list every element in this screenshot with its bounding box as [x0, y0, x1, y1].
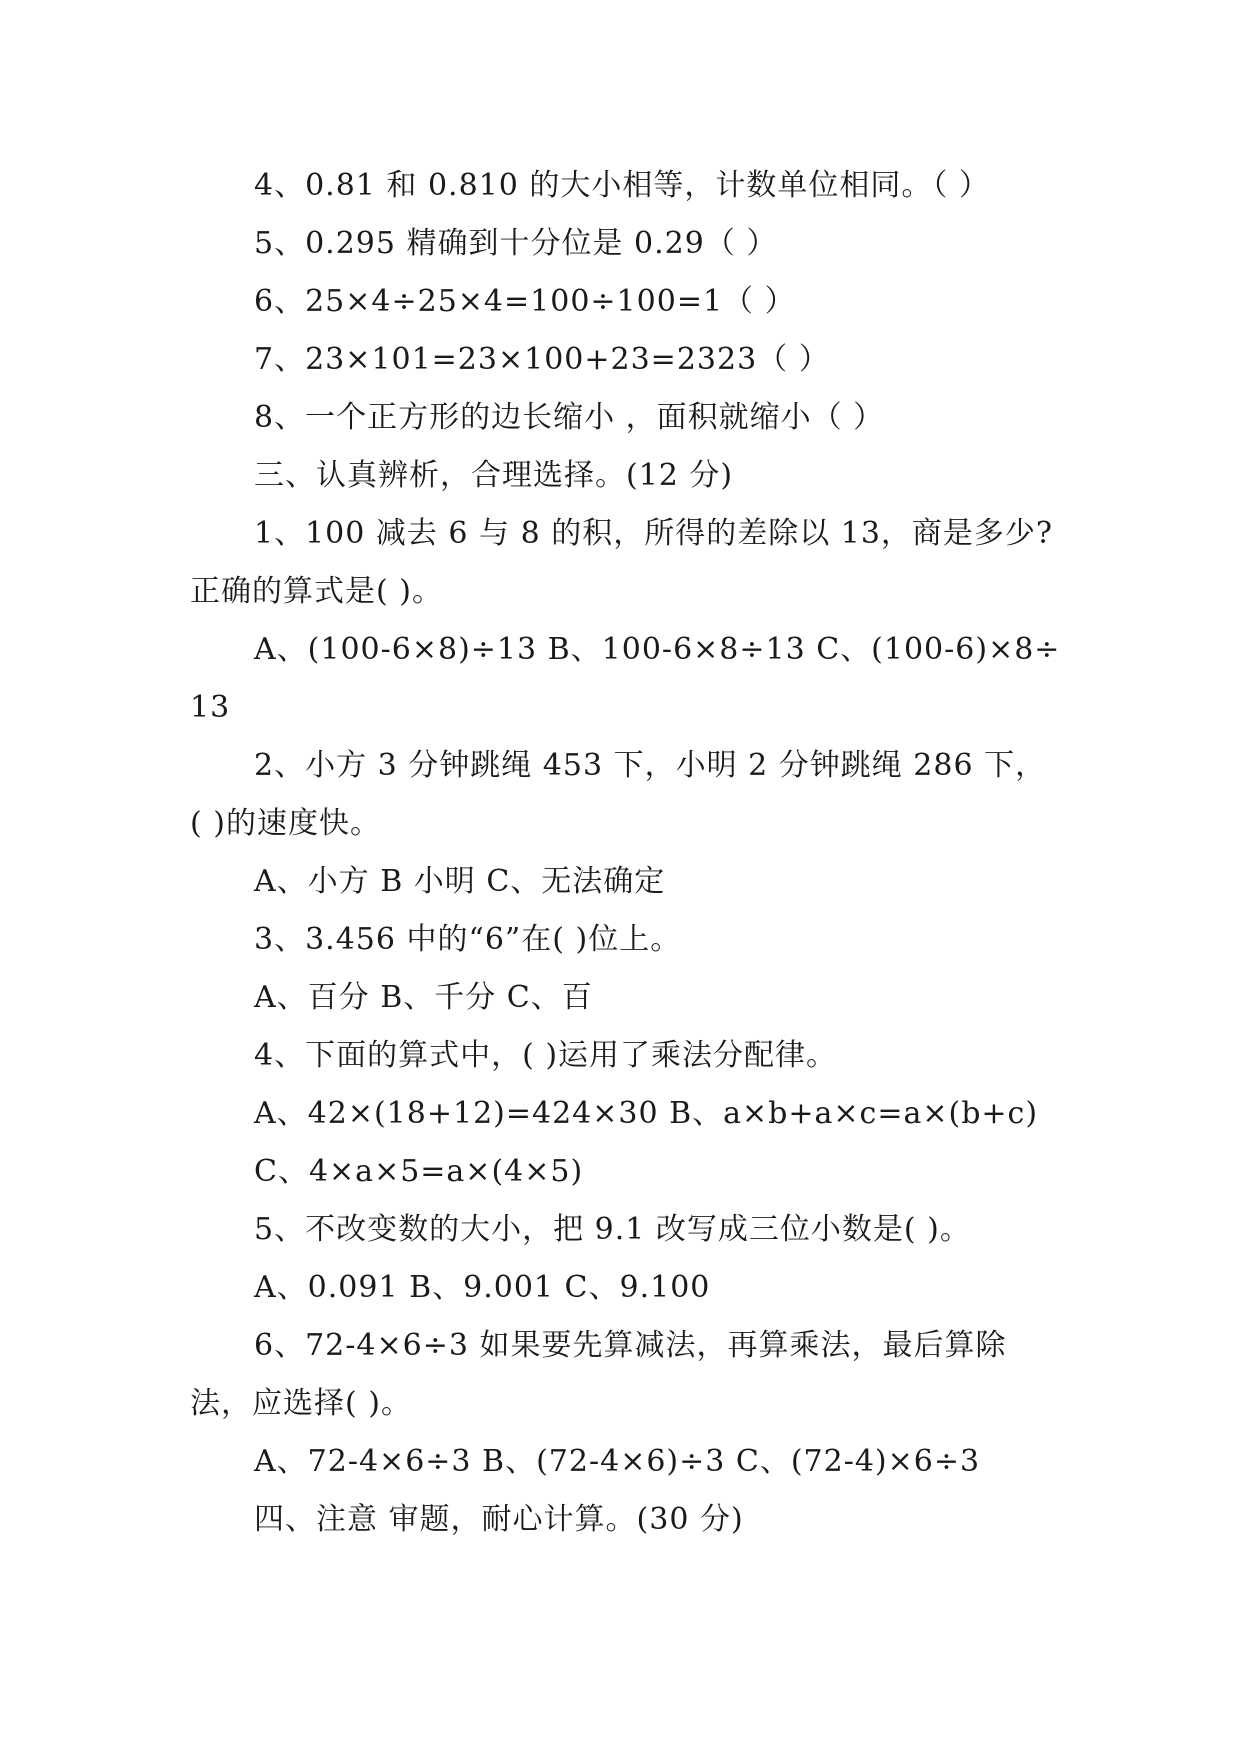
choice-options-1-cont: 13: [190, 690, 231, 725]
choice-options-6: A、72-4×6÷3 B、(72-4×6)÷3 C、(72-4)×6÷3: [254, 1444, 981, 1479]
choice-question-2: 2、小方 3 分钟跳绳 453 下，小明 2 分钟跳绳 286 下，: [254, 748, 1047, 783]
judgment-item-8: 8、一个正方形的边长缩小 ，面积就缩小（ ）: [254, 400, 885, 435]
choice-question-6-cont: 法，应选择( )。: [190, 1386, 412, 1421]
choice-options-3: A、百分 B、千分 C、百: [254, 980, 593, 1015]
judgment-item-4: 4、0.81 和 0.810 的大小相等，计数单位相同。（ ）: [254, 168, 990, 203]
choice-question-1: 1、100 减去 6 与 8 的积，所得的差除以 13，商是多少?: [254, 516, 1053, 551]
choice-options-5: A、0.091 B、9.001 C、9.100: [254, 1270, 711, 1305]
section-heading-3: 三、认真辨析，合理选择。(12 分): [254, 458, 734, 493]
judgment-item-7: 7、23×101=23×100+23=2323（ ）: [254, 342, 830, 377]
choice-options-2: A、小方 B 小明 C、无法确定: [254, 864, 666, 899]
choice-question-4: 4、下面的算式中，( )运用了乘法分配律。: [254, 1038, 838, 1073]
choice-options-1: A、(100-6×8)÷13 B、100-6×8÷13 C、(100-6)×8÷: [254, 632, 1061, 667]
choice-question-3: 3、3.456 中的“6”在( )位上。: [254, 922, 682, 957]
choice-question-5: 5、不改变数的大小，把 9.1 改写成三位小数是( )。: [254, 1212, 971, 1247]
judgment-item-5: 5、0.295 精确到十分位是 0.29（ ）: [254, 226, 778, 261]
choice-options-4: A、42×(18+12)=424×30 B、a×b+a×c=a×(b+c): [254, 1096, 1039, 1131]
choice-options-4-cont: C、4×a×5=a×(4×5): [254, 1154, 584, 1189]
choice-question-1-cont: 正确的算式是( )。: [190, 574, 443, 609]
judgment-item-6: 6、25×4÷25×4=100÷100=1（ ）: [254, 284, 796, 319]
choice-question-2-cont: ( )的速度快。: [190, 806, 381, 841]
choice-question-6: 6、72-4×6÷3 如果要先算减法，再算乘法，最后算除: [254, 1328, 1007, 1363]
section-heading-4: 四、注意 审题，耐心计算。(30 分): [254, 1502, 744, 1537]
